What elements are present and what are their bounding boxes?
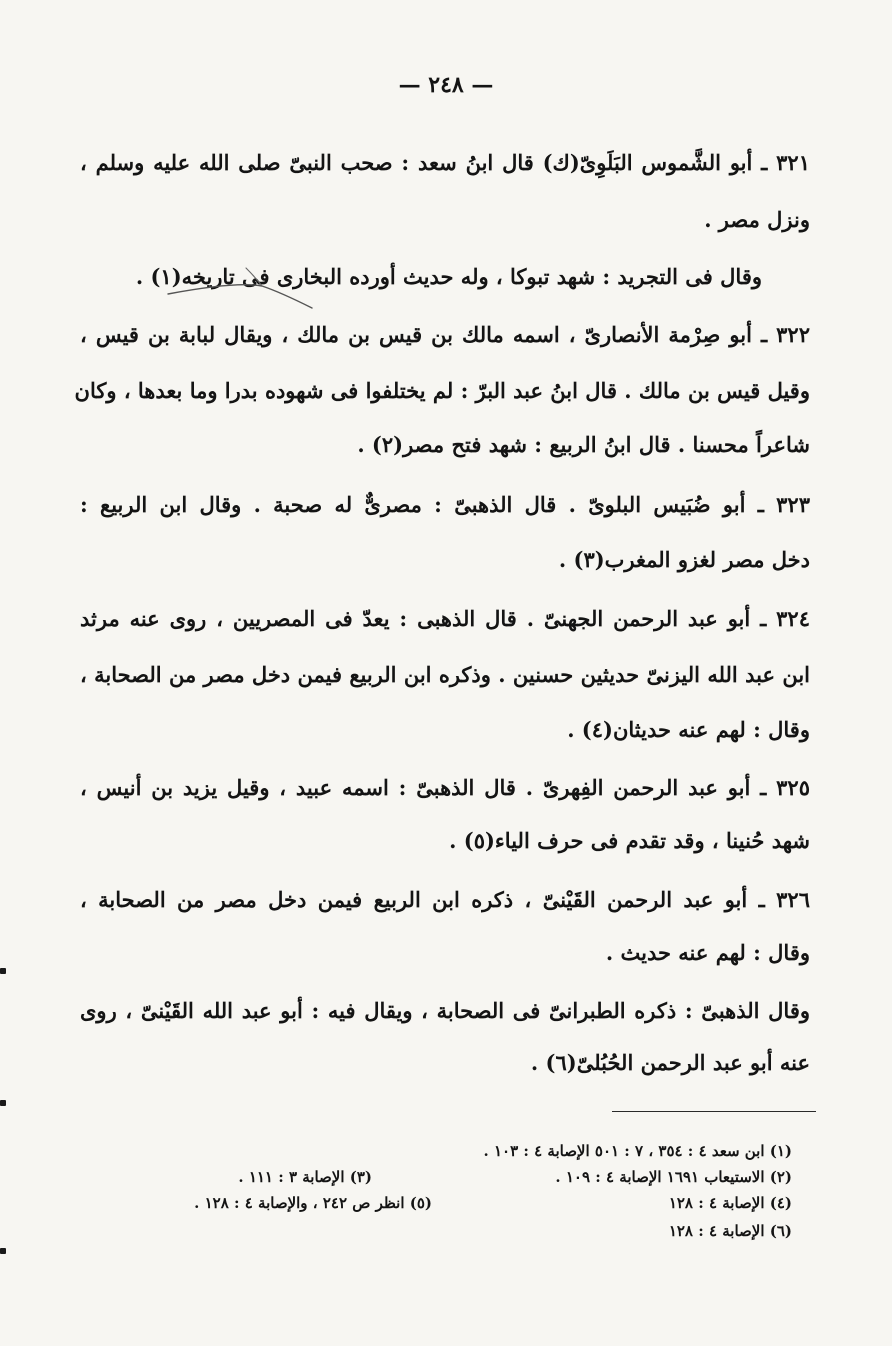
scan-edge-mark <box>0 1100 6 1106</box>
footnote-3: (٣) الإصابة ٣ : ١١١ . <box>238 1168 372 1186</box>
entry-324-line-3: وقال : لهم عنه حديثان(٤) . <box>567 717 810 742</box>
page-number: — ٢٤٨ — <box>398 72 494 98</box>
footnote-separator <box>612 1111 816 1112</box>
entry-321-line-3: وقال فى التجريد : شهد تبوكا ، وله حديث أورده البخارى فى تاريخه(١) . <box>135 264 762 289</box>
entry-326-line-4: عنه أبو عبد الرحمن الحُبُلىّ(٦) . <box>530 1050 810 1075</box>
entry-321-line-2: ونزل مصر . <box>704 207 810 232</box>
footnote-1: (١) ابن سعد ٤ : ٣٥٤ ، ٧ : ٥٠١ الإصابة ٤ : ١٠٣ . <box>483 1142 792 1160</box>
footnote-6: (٦) الإصابة ٤ : ١٢٨ <box>668 1222 792 1240</box>
entry-325-line-2: شهد حُنينا ، وقد تقدم فى حرف الياء(٥) . <box>449 828 810 853</box>
entry-325-line-1: ٣٢٥ ـ أبو عبد الرحمن الفِهرىّ . قال الذهبىّ : اسمه عبيد ، وقيل يزيد بن أنيس ، <box>80 775 810 800</box>
entry-322-line-2: وقيل قيس بن مالك . قال ابنُ عبد البرّ : لم يختلفوا فى شهوده بدرا وما بعدها ، وكان <box>74 378 810 403</box>
entry-322-line-1: ٣٢٢ ـ أبو صِرْمة الأنصارىّ ، اسمه مالك بن قيس بن مالك ، ويقال لبابة بن قيس ، <box>80 322 810 347</box>
entry-321-line-1: ٣٢١ ـ أبو الشَّموس البَلَوِىّ(ك) قال ابنُ سعد : صحب النبىّ صلى الله عليه وسلم ، <box>80 150 810 175</box>
footnote-4: (٤) الإصابة ٤ : ١٢٨ <box>668 1194 792 1212</box>
footnote-5: (٥) انظر ص ٢٤٢ ، والإصابة ٤ : ١٢٨ . <box>194 1194 432 1212</box>
entry-326-line-3: وقال الذهبىّ : ذكره الطبرانىّ فى الصحابة ، ويقال فيه : أبو عبد الله القَيْنىّ ، روى <box>80 998 810 1023</box>
entry-322-line-3: شاعراً محسنا . قال ابنُ الربيع : شهد فتح مصر(٢) . <box>357 432 810 457</box>
entry-324-line-2: ابن عبد الله اليزنىّ حديثين حسنين . وذكره ابن الربيع فيمن دخل مصر من الصحابة ، <box>80 662 810 687</box>
entry-323-line-1: ٣٢٣ ـ أبو ضُبَيس البلوىّ . قال الذهبىّ : مصرىٌّ له صحبة . وقال ابن الربيع : <box>80 492 810 517</box>
entry-326-line-1: ٣٢٦ ـ أبو عبد الرحمن القَيْنىّ ، ذكره ابن الربيع فيمن دخل مصر من الصحابة ، <box>80 887 810 912</box>
scan-edge-mark <box>0 1248 6 1254</box>
entry-326-line-2: وقال : لهم عنه حديث . <box>605 940 810 965</box>
footnote-2: (٢) الاستيعاب ١٦٩١ الإصابة ٤ : ١٠٩ . <box>555 1168 792 1186</box>
scan-edge-mark <box>0 968 6 974</box>
entry-324-line-1: ٣٢٤ ـ أبو عبد الرحمن الجهنىّ . قال الذهبى : يعدّ فى المصريين ، روى عنه مرثد <box>80 606 810 631</box>
entry-323-line-2: دخل مصر لغزو المغرب(٣) . <box>558 547 810 572</box>
